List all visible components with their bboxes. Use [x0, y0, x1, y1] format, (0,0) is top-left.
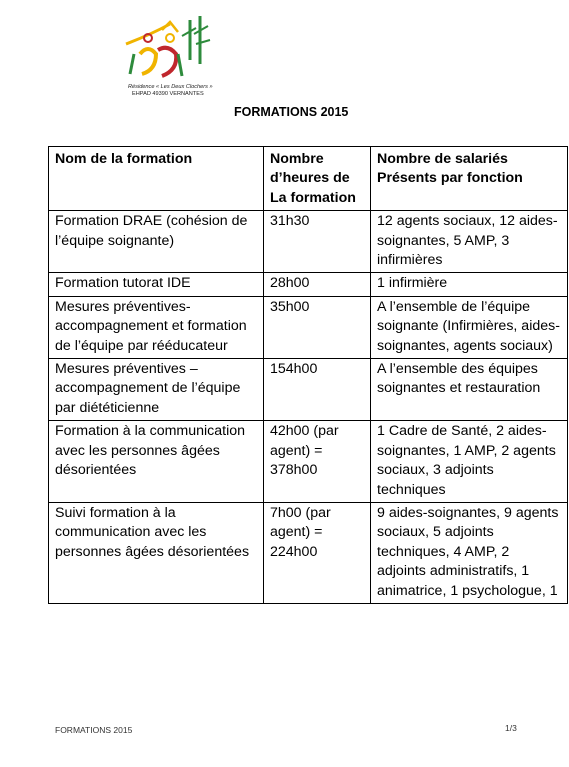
cell-formation-name: Mesures préventives – accompagnement de l’équipe par diététicienne: [49, 359, 264, 421]
cell-formation-name: Formation à la communication avec les personnes âgées désorientées: [49, 421, 264, 503]
cell-formation-name: Mesures préventives-accompagnement et formation de l’équipe par rééducateur: [49, 296, 264, 358]
footer-title: FORMATIONS 2015: [55, 725, 133, 735]
cell-formation-name: Formation DRAE (cohésion de l’équipe soignante): [49, 211, 264, 273]
table-row: [49, 502, 568, 603]
cell-employees: 12 agents sociaux, 12 aides-soignantes, 5 AMP, 3 infirmières: [371, 211, 568, 273]
header-formation-name: Nom de la formation: [49, 147, 264, 211]
page-number: 1/3: [505, 723, 517, 733]
document-title: FORMATIONS 2015: [234, 105, 349, 119]
table-row: [49, 273, 568, 296]
table-row: [49, 359, 568, 421]
table-row: [49, 296, 568, 358]
header-employees: Nombre de salariés Présents par fonction: [371, 147, 568, 211]
table-header-row: [49, 147, 568, 211]
residence-logo: [112, 14, 222, 86]
logo-caption-line1: Résidence « Les Deux Clochers »: [128, 84, 213, 90]
header-hours: Nombre d’heures de La formation: [264, 147, 371, 211]
cell-hours: 154h00: [264, 359, 371, 421]
cell-employees: A l’ensemble de l’équipe soignante (Infirmières, aides-soignantes, agents sociaux): [371, 296, 568, 358]
cell-hours: 35h00: [264, 296, 371, 358]
cell-hours: 28h00: [264, 273, 371, 296]
cell-employees: A l’ensemble des équipes soignantes et restauration: [371, 359, 568, 421]
table-row: [49, 421, 568, 503]
formations-table: [48, 146, 568, 604]
table-row: [49, 211, 568, 273]
cell-hours: 42h00 (par agent) = 378h00: [264, 421, 371, 503]
cell-formation-name: Formation tutorat IDE: [49, 273, 264, 296]
cell-hours: 31h30: [264, 211, 371, 273]
logo-caption-line2: EHPAD 49390 VERNANTES: [132, 91, 204, 97]
cell-hours: 7h00 (par agent) = 224h00: [264, 502, 371, 603]
cell-formation-name: Suivi formation à la communication avec les personnes âgées désorientées: [49, 502, 264, 603]
cell-employees: 1 Cadre de Santé, 2 aides-soignantes, 1 AMP, 2 agents sociaux, 3 adjoints techniques: [371, 421, 568, 503]
cell-employees: 1 infirmière: [371, 273, 568, 296]
logo-caption: [128, 84, 238, 98]
cell-employees: 9 aides-soignantes, 9 agents sociaux, 5 adjoints techniques, 4 AMP, 2 adjoints administratifs, 1 animatrice, 1 psychologue, 1: [371, 502, 568, 603]
